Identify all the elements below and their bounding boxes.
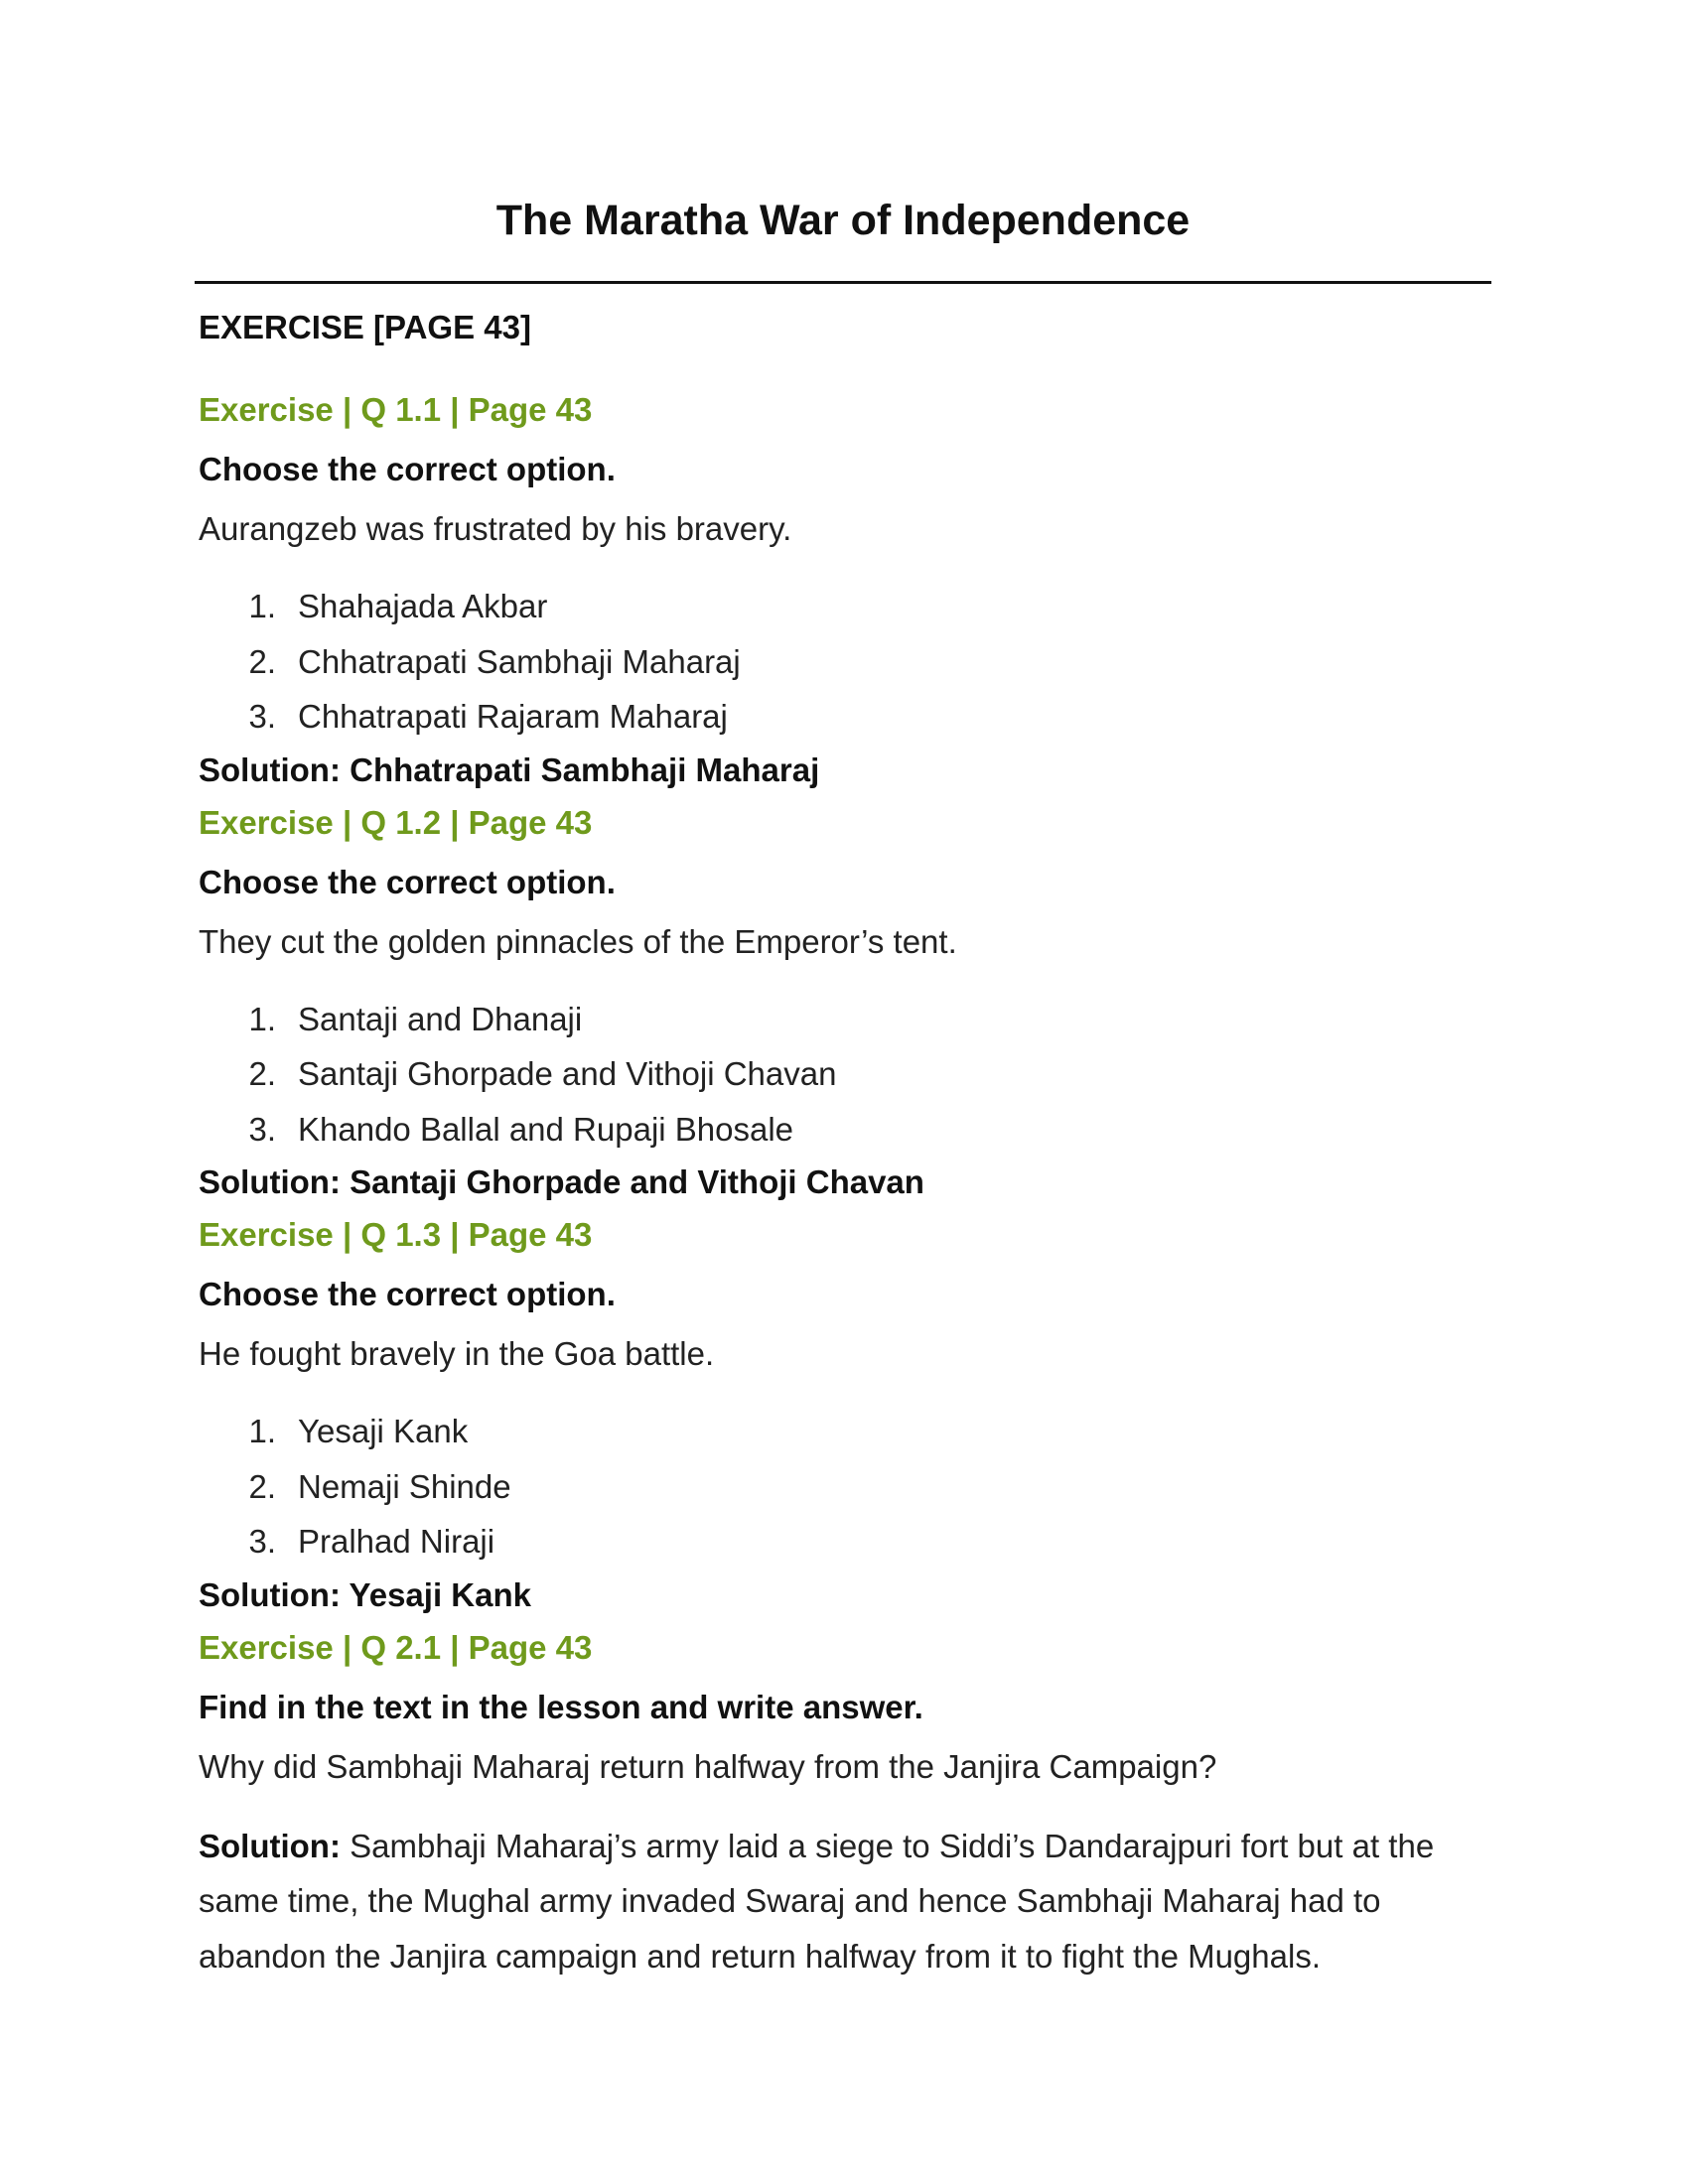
page-title: The Maratha War of Independence xyxy=(495,197,1191,244)
question-block xyxy=(199,799,1489,1209)
option-item xyxy=(199,1514,1489,1570)
option-text: Santaji and Dhanaji xyxy=(298,1000,583,1037)
option-text: Nemaji Shinde xyxy=(298,1467,511,1505)
title-divider xyxy=(195,281,1491,284)
option-number: 2. xyxy=(248,1055,276,1092)
option-item xyxy=(199,579,1489,634)
question-block xyxy=(199,1624,1489,1984)
option-item xyxy=(199,634,1489,690)
solution-text: Solution: Santaji Ghorpade and Vithoji Chavan xyxy=(199,1163,924,1200)
options-list xyxy=(199,1404,1489,1570)
option-item xyxy=(199,1459,1489,1515)
question-text: Why did Sambhaji Maharaj return halfway from the Janjira Campaign? xyxy=(199,1747,1217,1785)
option-text: Santaji Ghorpade and Vithoji Chavan xyxy=(298,1055,837,1092)
question-instruction: Find in the text in the lesson and write answer. xyxy=(199,1688,923,1725)
options-list xyxy=(199,992,1489,1158)
option-number: 2. xyxy=(248,642,276,680)
question-block xyxy=(199,386,1489,796)
option-number: 1. xyxy=(248,1413,276,1449)
option-text: Pralhad Niraji xyxy=(298,1523,495,1560)
solution-text: Solution: Chhatrapati Sambhaji Maharaj xyxy=(199,751,820,788)
option-text: Shahajada Akbar xyxy=(298,588,548,624)
option-number: 3. xyxy=(248,1523,276,1560)
section-heading: EXERCISE [PAGE 43] xyxy=(199,309,531,345)
question-link[interactable]: Exercise | Q 2.1 | Page 43 xyxy=(199,1628,593,1666)
question-instruction: Choose the correct option. xyxy=(199,1276,616,1312)
solution-paragraph xyxy=(199,1819,1489,1984)
option-item xyxy=(199,1102,1489,1158)
option-text: Chhatrapati Rajaram Maharaj xyxy=(298,698,728,735)
question-text: They cut the golden pinnacles of the Emperor’s tent. xyxy=(199,922,957,960)
question-link[interactable]: Exercise | Q 1.2 | Page 43 xyxy=(199,803,593,841)
main-content xyxy=(199,303,1489,1983)
options-list xyxy=(199,579,1489,745)
solution-label: Solution: xyxy=(199,1827,341,1864)
question-block xyxy=(199,1211,1489,1621)
option-number: 1. xyxy=(248,1000,276,1037)
option-item xyxy=(199,689,1489,745)
option-item xyxy=(199,1046,1489,1102)
question-instruction: Choose the correct option. xyxy=(199,451,616,487)
option-number: 3. xyxy=(248,698,276,735)
option-item xyxy=(199,992,1489,1047)
option-text: Yesaji Kank xyxy=(298,1413,469,1449)
question-instruction: Choose the correct option. xyxy=(199,863,616,900)
question-link[interactable]: Exercise | Q 1.1 | Page 43 xyxy=(199,391,593,428)
option-number: 2. xyxy=(248,1467,276,1505)
question-link[interactable]: Exercise | Q 1.3 | Page 43 xyxy=(199,1216,593,1253)
option-number: 3. xyxy=(248,1110,276,1148)
question-text: Aurangzeb was frustrated by his bravery. xyxy=(199,510,792,547)
option-number: 1. xyxy=(248,588,276,624)
solution-text: Solution: Yesaji Kank xyxy=(199,1575,531,1613)
question-text: He fought bravely in the Goa battle. xyxy=(199,1335,715,1372)
option-text: Khando Ballal and Rupaji Bhosale xyxy=(298,1110,794,1148)
option-item xyxy=(199,1404,1489,1459)
option-text: Chhatrapati Sambhaji Maharaj xyxy=(298,642,741,680)
solution-body: Sambhaji Maharaj’s army laid a siege to Siddi’s Dandarajpuri fort but at the same time, the Mughal army invaded Swaraj and hence Sambhaji Maharaj had to abandon the Janjira campaign and return halfway from it to fight the Mughals. xyxy=(199,1827,1435,1975)
